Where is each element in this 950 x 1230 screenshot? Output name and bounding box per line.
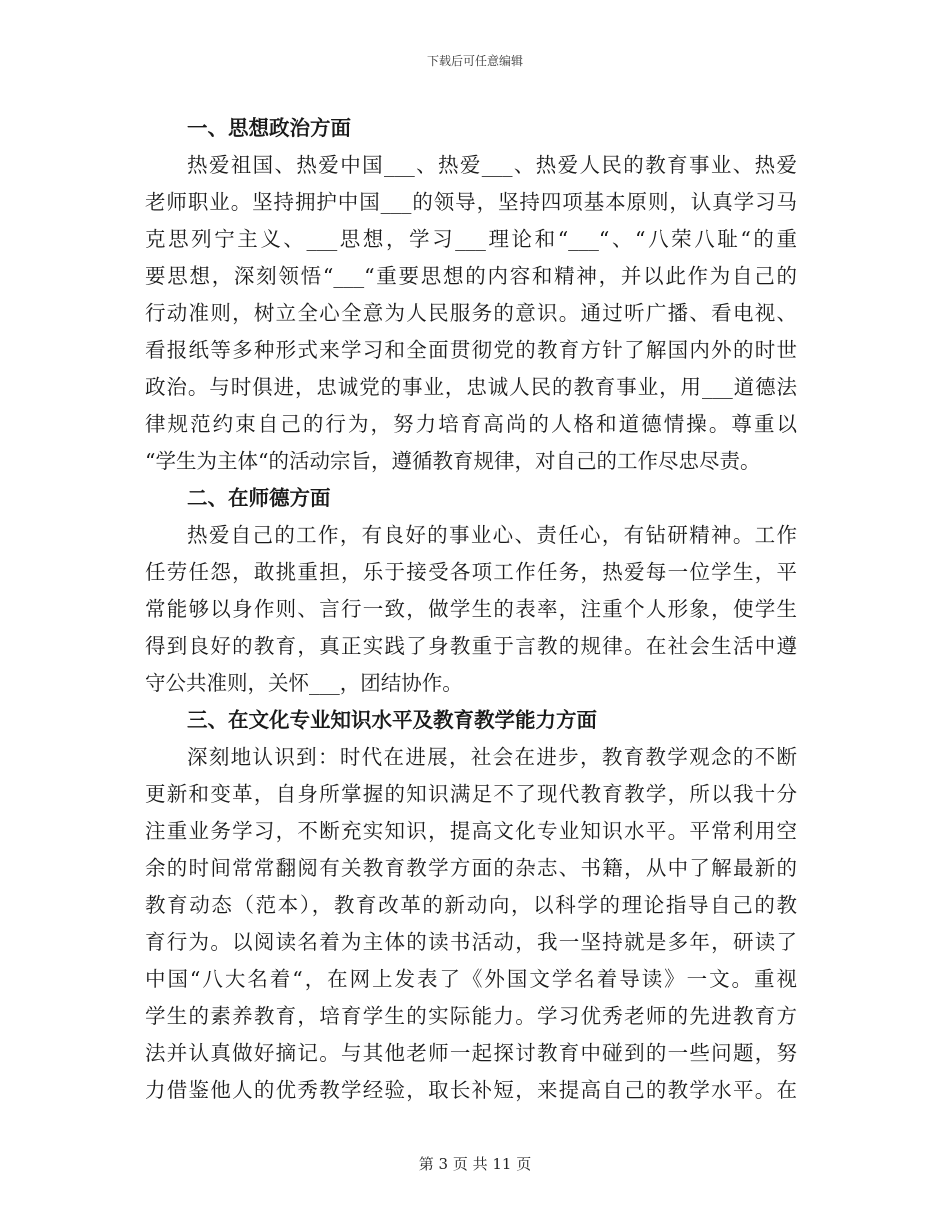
paragraph-line: 力借鉴他人的优秀教学经验，取长补短，来提高自己的教学水平。在 <box>145 1078 797 1102</box>
paragraph-line: 看报纸等多种形式来学习和全面贯彻党的教育方针了解国内外的时世 <box>145 338 797 362</box>
section-heading: 二、在师德方面 <box>187 486 331 510</box>
page-header: 下载后可任意编辑 <box>426 54 523 68</box>
paragraph-line: 热爱自己的工作，有良好的事业心、责任心，有钻研精神。工作 <box>187 523 797 547</box>
paragraph-line: 注重业务学习，不断充实知识，提高文化专业知识水平。平常利用空 <box>145 819 797 843</box>
page-number: 第 3 页 共 11 页 <box>418 1155 532 1173</box>
paragraph-line: 育行为。以阅读名着为主体的读书活动，我一坚持就是多年，研读了 <box>145 930 797 954</box>
document-body <box>145 110 797 1109</box>
paragraph-line: 热爱祖国、热爱中国___、热爱___、热爱人民的教育事业、热爱 <box>187 153 797 177</box>
paragraph-line: 法并认真做好摘记。与其他老师一起探讨教育中碰到的一些问题，努 <box>145 1041 797 1065</box>
paragraph-line: 学生的素养教育，培育学生的实际能力。学习优秀老师的先进教育方 <box>145 1004 797 1028</box>
paragraph-line: 守公共准则，关怀___，团结协作。 <box>145 671 463 695</box>
paragraph-line: 教育动态（范本），教育改革的新动向，以科学的理论指导自己的教 <box>145 893 797 917</box>
section-heading: 一、思想政治方面 <box>187 116 351 140</box>
paragraph-line: 要思想，深刻领悟“___“重要思想的内容和精神，并以此作为自己的 <box>145 264 797 288</box>
paragraph-line: 政治。与时俱进，忠诚党的事业，忠诚人民的教育事业，用___道德法 <box>145 375 797 399</box>
paragraph-line: 行动准则，树立全心全意为人民服务的意识。通过听广播、看电视、 <box>145 301 797 325</box>
paragraph-line: 深刻地认识到：时代在进展，社会在进步，教育教学观念的不断 <box>187 745 797 769</box>
paragraph-line: 余的时间常常翻阅有关教育教学方面的杂志、书籍，从中了解最新的 <box>145 856 797 880</box>
paragraph-line: 常能够以身作则、言行一致，做学生的表率，注重个人形象，使学生 <box>145 597 797 621</box>
paragraph-line: 中国“八大名着“，在网上发表了《外国文学名着导读》一文。重视 <box>145 967 797 991</box>
paragraph-line: 得到良好的教育，真正实践了身教重于言教的规律。在社会生活中遵 <box>145 634 797 658</box>
paragraph-line: 任劳任怨，敢挑重担，乐于接受各项工作任务，热爱每一位学生，平 <box>145 560 797 584</box>
paragraph-line: 更新和变革，自身所掌握的知识满足不了现代教育教学，所以我十分 <box>145 782 797 806</box>
paragraph-line: 老师职业。坚持拥护中国___的领导，坚持四项基本原则，认真学习马 <box>145 190 797 214</box>
paragraph-line: 克思列宁主义、___思想，学习___理论和“___“、“八荣八耻“的重 <box>145 227 797 251</box>
paragraph-line: 律规范约束自己的行为，努力培育高尚的人格和道德情操。尊重以 <box>145 412 797 436</box>
section-heading: 三、在文化专业知识水平及教育教学能力方面 <box>187 708 597 732</box>
paragraph-line: “学生为主体“的活动宗旨，遵循教育规律，对自己的工作尽忠尽责。 <box>145 449 761 473</box>
